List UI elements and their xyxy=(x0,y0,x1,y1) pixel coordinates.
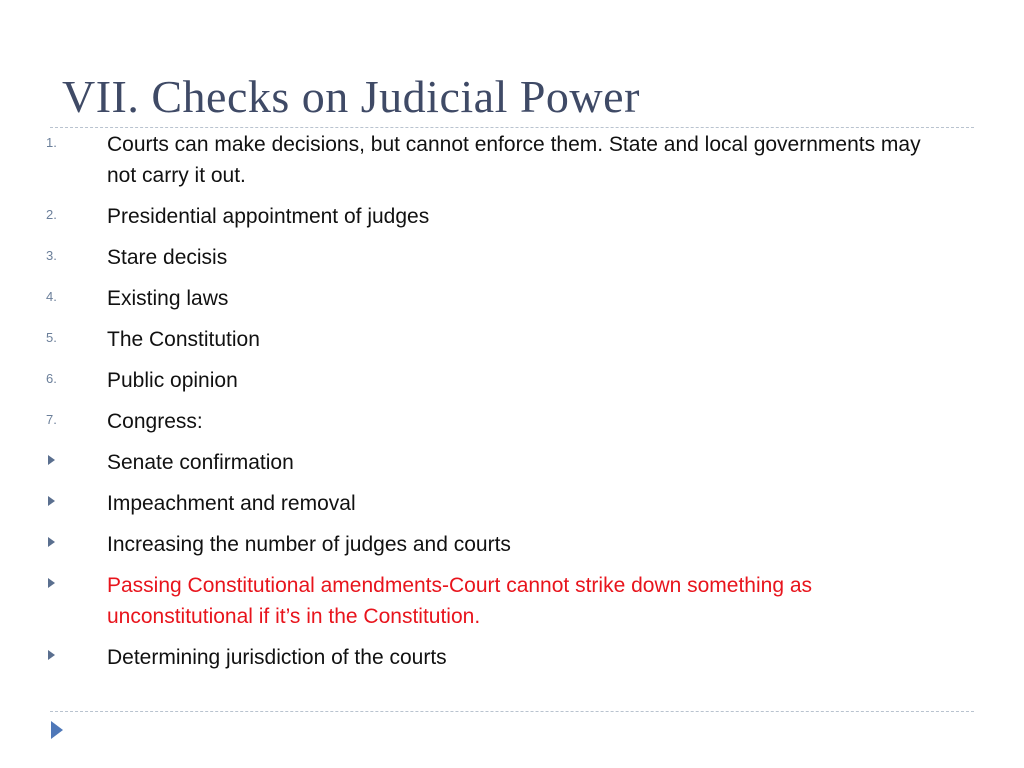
list-item xyxy=(46,488,946,519)
list-item xyxy=(46,529,946,560)
list-item-text: Courts can make decisions, but cannot enforce them. State and local governments may not carry it out. xyxy=(107,133,921,187)
next-slide-icon[interactable] xyxy=(51,721,63,739)
list-item xyxy=(46,570,946,632)
list-item-text: Congress: xyxy=(107,410,203,433)
list-item xyxy=(46,406,946,437)
list-number: 1. xyxy=(46,135,57,150)
list-item-text: Presidential appointment of judges xyxy=(107,205,430,228)
list-item-text: Senate confirmation xyxy=(107,451,294,474)
list-item-text: Determining jurisdiction of the courts xyxy=(107,646,447,669)
checks-list xyxy=(46,129,946,673)
list-item xyxy=(46,129,946,191)
list-item xyxy=(46,642,946,673)
slide-title: VII. Checks on Judicial Power xyxy=(62,71,640,122)
list-item-text-highlighted: Passing Constitutional amendments-Court cannot strike down something as unconstitutional if it’s in the Constitution. xyxy=(107,574,813,628)
list-number: 7. xyxy=(46,412,57,427)
top-divider xyxy=(50,127,974,128)
triangle-bullet-icon xyxy=(48,496,55,506)
list-number: 2. xyxy=(46,207,57,222)
list-item-text: Public opinion xyxy=(107,369,238,392)
list-item xyxy=(46,324,946,355)
list-item-text: Existing laws xyxy=(107,287,229,310)
bottom-divider xyxy=(50,711,974,712)
triangle-bullet-icon xyxy=(48,455,55,465)
list-item-text: Impeachment and removal xyxy=(107,492,356,515)
triangle-bullet-icon xyxy=(48,537,55,547)
list-item-text: Stare decisis xyxy=(107,246,228,269)
triangle-bullet-icon xyxy=(48,578,55,588)
list-number: 5. xyxy=(46,330,57,345)
list-item-text: Increasing the number of judges and courts xyxy=(107,533,511,556)
list-item xyxy=(46,201,946,232)
list-item-text: The Constitution xyxy=(107,328,260,351)
list-number: 4. xyxy=(46,289,57,304)
list-number: 6. xyxy=(46,371,57,386)
list-item xyxy=(46,365,946,396)
list-item xyxy=(46,283,946,314)
list-number: 3. xyxy=(46,248,57,263)
list-item xyxy=(46,447,946,478)
triangle-bullet-icon xyxy=(48,650,55,660)
list-item xyxy=(46,242,946,273)
